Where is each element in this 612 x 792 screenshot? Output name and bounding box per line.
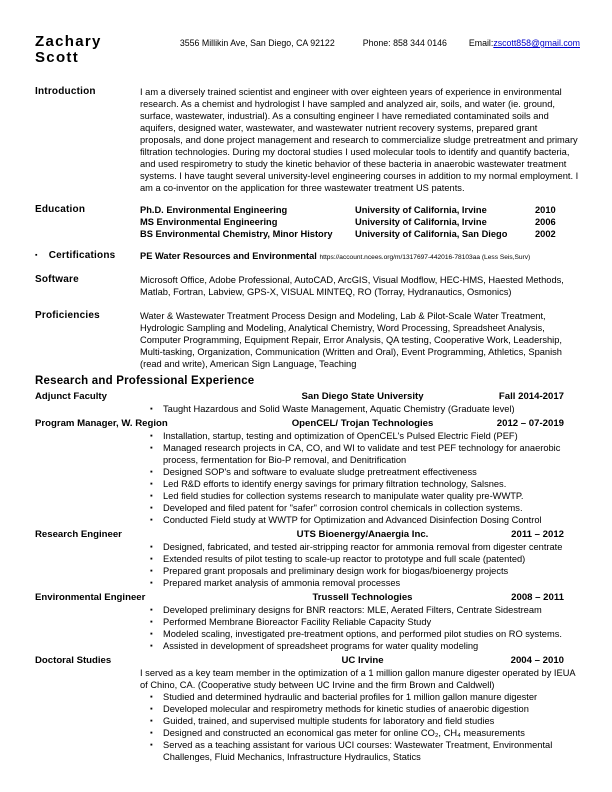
education-row (140, 216, 580, 228)
school-text: University of California, Irvine (355, 217, 487, 227)
experience-section-heading: Research and Professional Experience (35, 375, 255, 387)
employer-name: San Diego State University (301, 391, 424, 402)
bullet-item: ▪ Studied and determined hydraulic and bacterial profiles for 1 million gallon manure digester (150, 691, 580, 703)
education-row (140, 204, 580, 216)
phone-number: 858 344 0146 (393, 38, 447, 48)
bullet-item: ▪ Assisted in development of spreadsheet programs for water quality modeling (150, 640, 580, 652)
experience-header (35, 654, 580, 667)
experience-entry (35, 417, 580, 526)
experience-bullets (35, 541, 580, 589)
doctoral-intro-text: I served as a key team member in the optimization of a 1 million gallon manure digester operated by IEUA of Chino, CA. (Cooperative study between UC Irvine and the firm Brown and Caldwell) (140, 668, 576, 690)
education-label: Education (35, 204, 86, 215)
bullet-item: ▪ Prepared market analysis of ammonia removal processes (150, 577, 580, 589)
year-text: 2002 (535, 229, 556, 239)
email-link[interactable]: zscott858@gmail.com (493, 38, 580, 48)
square-bullet-icon: ▪ (35, 252, 38, 259)
bullet-item: ▪ Designed and constructed an economical gas meter for online CO₂, CH₄ measurements (150, 727, 580, 739)
section-proficiencies (35, 310, 580, 370)
degree-text: Ph.D. Environmental Engineering (140, 205, 288, 215)
introduction-text: I am a diversely trained scientist and engineer with over eighteen years of experience in environmental research. As a chemist and hydrologist I have sampled and analyzed air, soils, and water (ie. ground, surface, wastewater, industrial). As a consulting engineer I have remediated contaminated soils and aquifers, designed water, wastewater, and wastewater nutrient recovery systems, prepared grant proposals, and done project management and research to commercialize sludge pretreatment and primary filtration technologies. During my doctoral studies I used molecular tools to identify and quantify bacteria, and used respirometry to study the kinetic behavior of these bacteria in anaerobic wastewater treatment systems. I have taught several university-level engineering courses in addition to my normal employment. I am a co-inventor on the application for three wastewater treatment US patents. (140, 87, 579, 193)
proficiencies-text: Water & Wastewater Treatment Process Design and Modeling, Lab & Pilot-Scale Water Treatment, Hydrologic Sampling and Modeling, Analytical Chemistry, Word Processing, Spreadsheet Analysis, Computer Programming, Equipment Repair, Error Analysis, QA testing, Cooperative Work, Leadership, Multi-tasking, Organization, Communication (Written and Oral), Event Programming, Athletics, Spanish (read and write), American Sign Language, Teaching (140, 311, 562, 369)
email-group (469, 37, 580, 49)
experience-entry (35, 528, 580, 589)
bullet-item: ▪ Developed molecular and respirometry methods for kinetic studies of anaerobic digestion (150, 703, 580, 715)
bullet-item: ▪ Served as a teaching assistant for various UCI courses: Wastewater Treatment, Environmental Challenges, Fluid Mechanics, Infrastructure Hydraulics, Statics (150, 739, 580, 763)
employer-name: UTS Bioenergy/Anaergia Inc. (296, 529, 429, 540)
bullet-item: ▪ Developed and filed patent for "safer" corrosion control chemicals in collection systems. (150, 502, 580, 514)
experience-header (35, 591, 580, 604)
experience-entry (35, 654, 580, 763)
certification-url-text: https://account.ncees.org/m/1317697-442016-78103aa (Less Seis,Surv) (319, 254, 531, 261)
bullet-item: ▪ Modeled scaling, investigated pre-treatment options, and performed pilot studies on RO systems. (150, 628, 580, 640)
experience-header (35, 417, 580, 430)
software-label: Software (35, 274, 79, 285)
experience-bullets (35, 691, 580, 763)
resume-header (35, 34, 580, 66)
experience-header (35, 528, 580, 541)
job-title: Adjunct Faculty (35, 391, 107, 402)
bullet-item: ▪ Guided, trained, and supervised multiple students for laboratory and field studies (150, 715, 580, 727)
employer-name: OpenCEL/ Trojan Technologies (291, 418, 434, 429)
education-row (140, 228, 580, 240)
experience-header (35, 390, 580, 403)
experience-entry (35, 390, 580, 415)
bullet-item: ▪ Developed preliminary designs for BNR reactors: MLE, Aerated Filters, Centrate Sidestream (150, 604, 580, 616)
software-text: Microsoft Office, Adobe Professional, AutoCAD, ArcGIS, Visual Modflow, HEC-HMS, Haested Methods, Matlab, Fortran, Labview, GPS-X, VISUAL MINTEQ, RO (Torray, Hydranautics, Osmonics) (140, 275, 564, 297)
certifications-label-group (35, 250, 140, 264)
job-title: Research Engineer (35, 529, 122, 540)
bullet-item: ▪ Conducted Field study at WWTP for Optimization and Advanced Disinfection Dosing Control (150, 514, 580, 526)
year-text: 2006 (535, 217, 556, 227)
proficiencies-label: Proficiencies (35, 310, 100, 321)
employment-dates: 2011 – 2012 (511, 529, 564, 540)
person-name: Zachary Scott (35, 33, 102, 66)
job-title: Doctoral Studies (35, 655, 112, 666)
bullet-item: ▪ Led R&D efforts to identify energy savings for primary filtration technology, Salsnes. (150, 478, 580, 490)
education-table (140, 204, 580, 240)
experience-bullets (35, 403, 580, 415)
contact-line (180, 37, 580, 49)
year-text: 2010 (535, 205, 556, 215)
bullet-item: ▪ Installation, startup, testing and optimization of OpenCEL's Pulsed Electric Field (PEF) (150, 430, 580, 442)
employment-dates: 2008 – 2011 (511, 592, 564, 603)
address-text: 3556 Millikin Ave, San Diego, CA 92122 (179, 38, 335, 48)
introduction-label: Introduction (35, 86, 96, 97)
bullet-item: ▪ Designed, fabricated, and tested air-stripping reactor for ammonia removal from digester centrate (150, 541, 580, 553)
section-software (35, 274, 580, 298)
school-text: University of California, San Diego (355, 229, 508, 239)
degree-text: BS Environmental Chemistry, Minor History (140, 229, 333, 239)
school-text: University of California, Irvine (355, 205, 487, 215)
phone-group (363, 37, 447, 49)
employment-dates: Fall 2014-2017 (498, 391, 564, 402)
experience-bullets (35, 604, 580, 652)
employment-dates: 2012 – 07-2019 (496, 418, 564, 429)
certifications-label: Certifications (48, 250, 116, 261)
employer-name: UC Irvine (341, 655, 384, 666)
bullet-item: ▪ Prepared grant proposals and preliminary design work for biogas/bioenergy projects (150, 565, 580, 577)
phone-label: Phone: (362, 38, 394, 48)
section-certifications (35, 250, 580, 264)
bullet-item: ▪ Performed Membrane Bioreactor Facility Reliable Capacity Study (150, 616, 580, 628)
job-title: Environmental Engineer (35, 592, 146, 603)
email-label: Email: (468, 38, 494, 48)
bullet-item: ▪ Managed research projects in CA, CO, and WI to validate and test PEF technology for anaerobic process, fermentation for Bio-P removal, and Denitrification (150, 442, 580, 466)
section-education (35, 204, 580, 240)
bullet-item: ▪ Extended results of pilot testing to scale-up reactor to prototype and full scale (patented) (150, 553, 580, 565)
section-introduction (35, 86, 580, 194)
experience-bullets (35, 430, 580, 526)
certification-entry (140, 250, 580, 264)
experience-entry (35, 591, 580, 652)
certification-title: PE Water Resources and Environmental (140, 251, 317, 261)
degree-text: MS Environmental Engineering (140, 217, 278, 227)
employment-dates: 2004 – 2010 (510, 655, 564, 666)
bullet-item: ▪ Taught Hazardous and Solid Waste Management, Aquatic Chemistry (Graduate level) (150, 403, 580, 415)
bullet-item: ▪ Led field studies for collection systems research to manipulate water quality pre-WWTP. (150, 490, 580, 502)
employer-name: Trussell Technologies (312, 592, 413, 603)
bullet-item: ▪ Designed SOP's and software to evaluate sludge pretreatment effectiveness (150, 466, 580, 478)
job-title: Program Manager, W. Region (35, 418, 168, 429)
